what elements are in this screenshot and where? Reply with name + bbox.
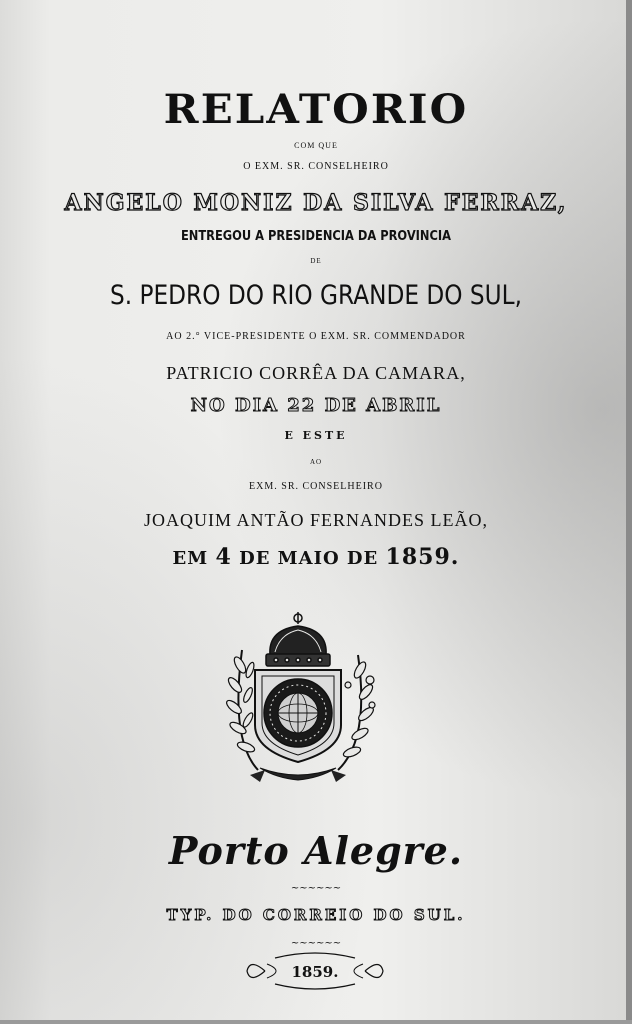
province-name: S. PEDRO DO RIO GRANDE DO SUL,	[110, 280, 522, 311]
line-e-este: E ESTE	[284, 429, 348, 442]
date-may-year: 1859.	[385, 544, 460, 570]
year-text: 1859.	[291, 963, 339, 981]
name-ferraz: ANGELO MONIZ DA SILVA FERRAZ,	[64, 190, 568, 216]
date-may-de: DE MAIO DE	[239, 548, 379, 569]
printer-name: TYP. DO CORREIO DO SUL.	[166, 906, 466, 924]
line-vice-presidente: AO 2.° VICE-PRESIDENTE O EXM. SR. COMMENDADOR	[166, 331, 466, 342]
name-leao: JOAQUIM ANTÃO FERNANDES LEÃO,	[144, 510, 488, 530]
line-entregou: ENTREGOU A PRESIDENCIA DA PROVINCIA	[180, 229, 452, 244]
line-com-que: COM QUE	[294, 141, 338, 150]
line-exm-sr-conselheiro-2: EXM. SR. CONSELHEIRO	[249, 481, 383, 492]
ornamental-rule-top: ~~~~~~	[290, 883, 342, 894]
imperial-coat-of-arms-icon	[220, 610, 385, 785]
line-ao: AO	[309, 458, 323, 466]
line-exm-sr-conselheiro-1: O EXM. SR. CONSELHEIRO	[243, 161, 389, 172]
name-camara: PATRICIO CORRÊA DA CAMARA,	[166, 363, 466, 383]
year-cartouche	[245, 950, 385, 992]
document-title: RELATORIO	[163, 86, 469, 133]
page-bottom-edge	[0, 1020, 632, 1024]
date-may-day: 4	[215, 544, 232, 570]
city-name: Porto Alegre.	[168, 828, 464, 873]
date-may	[0, 544, 632, 570]
ornamental-rule-bottom: ~~~~~~	[290, 938, 342, 949]
date-april: NO DIA 22 DE ABRIL	[190, 395, 442, 416]
line-de: DE	[310, 257, 322, 265]
date-may-em: EM	[172, 548, 209, 569]
